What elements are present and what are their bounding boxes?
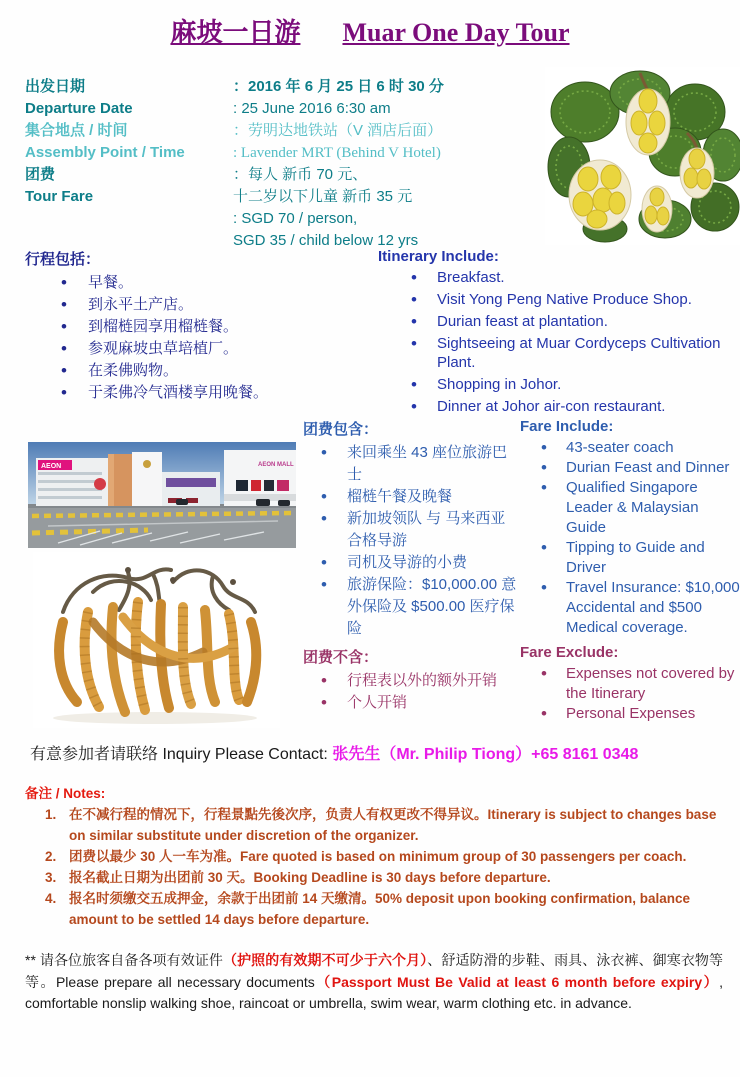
list-item: • 新加坡领队 与 马来西亚合格导游 — [303, 508, 519, 552]
fare-en-section — [520, 418, 740, 724]
footer-notice — [25, 950, 723, 1015]
footer-text: ** 请各位旅客自备各项有效证件 — [25, 952, 223, 968]
info-value: ：劳明达地铁站（V 酒店后面） — [233, 122, 443, 139]
list-item: • 在柔佛购物。 — [25, 360, 360, 382]
fare-exclude-zh-section — [303, 646, 519, 714]
aeon-sign-text: AEON — [41, 463, 62, 470]
note-text: 在不减行程的情况下，行程景點先後次序，负责人有权更改不得异议。Itinerary is subject to changes base on similar substitute under discretion of the organizer. — [69, 807, 717, 843]
info-label — [25, 208, 233, 230]
list-item: • Durian Feast and Dinner — [520, 458, 740, 478]
note-number: 4. — [45, 891, 57, 906]
info-row-departure-date-en — [25, 98, 530, 120]
list-item: • Durian feast at plantation. — [378, 312, 736, 331]
contact-person-phone: 张先生（Mr. Philip Tiong）+65 8161 0348 — [332, 746, 639, 763]
list-item: • Qualified Singapore Leader & Malaysian Guide — [520, 478, 740, 538]
info-row-fare-child-zh — [25, 186, 530, 208]
list-item: • Sightseeing at Muar Cordyceps Cultivation Plant. — [378, 334, 736, 372]
contact-prefix: 有意参加者请联络 Inquiry Please Contact: — [30, 746, 333, 763]
list-item: • 43-seater coach — [520, 438, 740, 458]
list-item: • 参观麻坡虫草培植厂。 — [25, 338, 360, 360]
list-item: • Travel Insurance: $10,000 Accidental and $500 Medical coverage. — [520, 578, 740, 638]
fare-exclude-en-heading: Fare Exclude: — [520, 644, 619, 661]
info-value: ：2016 年 6 月 25 日 6 时 30 分 — [233, 78, 444, 95]
note-number: 2. — [45, 849, 57, 864]
fare-exclude-en-section — [520, 644, 740, 724]
notes-heading: 备注 / Notes: — [25, 786, 106, 801]
info-value: : Lavender MRT (Behind V Hotel) — [233, 145, 441, 161]
list-item: • Personal Expenses — [520, 704, 740, 724]
itinerary-en-heading: Itinerary Include: — [378, 248, 499, 265]
info-row-fare-zh — [25, 164, 530, 186]
list-item: • Shopping in Johor. — [378, 375, 736, 394]
note-number: 3. — [45, 870, 57, 885]
itinerary-zh-section — [25, 248, 360, 404]
list-item: • Tipping to Guide and Driver — [520, 538, 740, 578]
footer-text: 、舒适防滑的步鞋、雨具、泳衣裤、御寒衣物等等。Please prepare all necessary documents — [25, 952, 724, 990]
list-item: • Visit Yong Peng Native Produce Shop. — [378, 290, 736, 309]
info-value: : 25 June 2016 6:30 am — [233, 100, 391, 117]
note-text: 报名截止日期为出团前 30 天。Booking Deadline is 30 days before departure. — [69, 870, 551, 885]
info-label: 出发日期 — [25, 78, 86, 95]
fare-include-zh-list — [303, 442, 519, 640]
fare-exclude-zh-list — [303, 670, 519, 714]
info-label: 集合地点 / 时间 — [25, 122, 128, 139]
info-value: SGD 35 / child below 12 yrs — [233, 232, 419, 249]
list-item: • 个人开销 — [303, 692, 519, 714]
info-row-fare-en — [25, 208, 530, 230]
aeon-mall-sign-text: AEON MALL — [258, 462, 294, 468]
note-item — [25, 846, 727, 867]
info-row-assembly-zh — [25, 120, 530, 142]
info-value: 十二岁以下儿童 新币 35 元 — [233, 188, 413, 205]
itinerary-en-section — [378, 248, 736, 419]
fare-exclude-zh-heading: 团费不含： — [303, 649, 379, 666]
contact-line — [30, 741, 736, 764]
page-title-en: Muar One Day Tour — [342, 18, 570, 47]
note-item — [25, 804, 727, 846]
fare-include-en-heading: Fare Include: — [520, 418, 614, 435]
notes-section — [25, 782, 727, 930]
info-value: : SGD 70 / person, — [233, 210, 358, 227]
cordyceps-photo — [33, 552, 280, 728]
itinerary-zh-heading: 行程包括： — [25, 251, 101, 268]
note-item — [25, 867, 727, 888]
list-item: • 榴梿午餐及晚餐 — [303, 486, 519, 508]
list-item: • 到榴梿园享用榴梿餐。 — [25, 316, 360, 338]
page-title — [0, 12, 740, 49]
info-row-assembly-en — [25, 142, 530, 164]
info-row-departure-date-zh — [25, 76, 530, 98]
fare-include-zh-heading: 团费包含： — [303, 421, 379, 438]
info-label: Departure Date — [25, 100, 133, 117]
list-item: • 到永平土产店。 — [25, 294, 360, 316]
note-item — [25, 888, 727, 930]
list-item: • 早餐。 — [25, 272, 360, 294]
list-item: • 司机及导游的小费 — [303, 552, 519, 574]
list-item: • 来回乘坐 43 座位旅游巴士 — [303, 442, 519, 486]
fare-zh-section — [303, 418, 519, 714]
tour-info-block — [25, 76, 530, 252]
list-item: • 于柔佛冷气酒楼享用晚餐。 — [25, 382, 360, 404]
list-item: • Breakfast. — [378, 268, 736, 287]
itinerary-en-list — [378, 268, 736, 416]
footer-text: , comfortable nonslip walking shoe, raincoat or umbrella, swim wear, warm clothing etc. in advance. — [25, 973, 724, 1011]
note-text: 团费以最少 30 人一车为准。Fare quoted is based on minimum group of 30 passengers per coach. — [69, 849, 687, 864]
info-label: 团费 — [25, 166, 56, 183]
list-item: • Dinner at Johor air-con restaurant. — [378, 397, 736, 416]
info-value: ：每人 新币 70 元、 — [233, 166, 368, 183]
aeon-mall-photo — [28, 442, 296, 548]
fare-include-en-list — [520, 438, 740, 638]
footer-passport-en: （Passport Must Be Valid at least 6 month before expiry） — [314, 973, 720, 990]
footer-passport-zh: （护照的有效期不可少于六个月） — [223, 952, 428, 968]
note-text: 报名时须缴交五成押金，余款于出团前 14 天缴清。50% deposit upon booking confirmation, balance amount to be settled 14 days before departure. — [69, 891, 691, 927]
list-item: • Expenses not covered by the Itinerary — [520, 664, 740, 704]
list-item: • 旅游保险：$10,000.00 意外保险及 $500.00 医疗保险 — [303, 574, 519, 640]
info-label: Assembly Point / Time — [25, 144, 185, 161]
itinerary-zh-list — [25, 272, 360, 404]
list-item: • 行程表以外的额外开销 — [303, 670, 519, 692]
info-label: Tour Fare — [25, 188, 94, 205]
page-title-zh: 麻坡一日游 — [170, 18, 301, 47]
fare-exclude-en-list — [520, 664, 740, 724]
note-number: 1. — [45, 807, 57, 822]
durian-photo — [545, 66, 740, 246]
